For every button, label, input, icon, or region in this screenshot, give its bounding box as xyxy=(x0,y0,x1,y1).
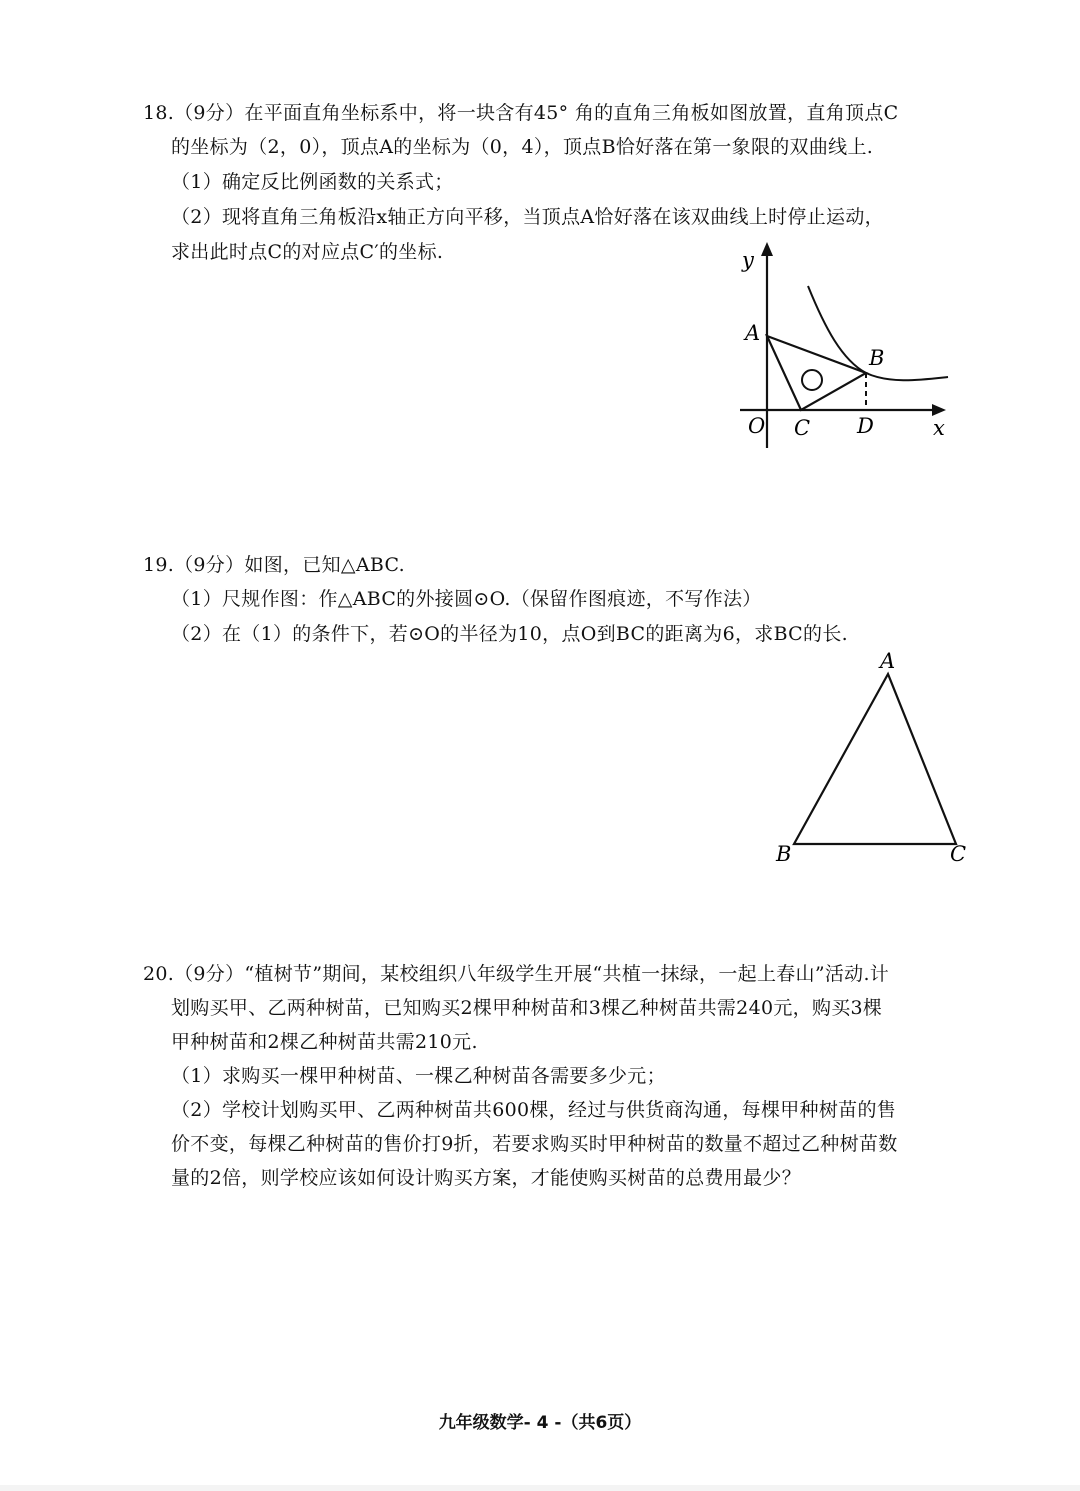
x-axis-arrow xyxy=(932,404,946,416)
page-footer: 九年级数学- 4 -（共6页） xyxy=(438,1413,642,1433)
triangle-abc xyxy=(794,674,956,844)
q20-part2a: （2）学校计划购买甲、乙两种树苗共600棵，经过与供货商沟通，每棵甲种树苗的售 xyxy=(171,1099,897,1121)
label-a: A xyxy=(880,649,896,673)
y-axis-label: y xyxy=(742,248,754,272)
q18-coordinate-figure xyxy=(730,238,960,453)
q18-line2: 的坐标为（2，0），顶点A的坐标为（0，4），顶点B恰好落在第一象限的双曲线上. xyxy=(171,136,874,158)
triangle-board-hole xyxy=(802,370,822,390)
triangle-board xyxy=(767,336,866,410)
x-axis-label: x xyxy=(933,416,945,440)
q19-part2: （2）在（1）的条件下，若⊙O的半径为10，点O到BC的距离为6，求BC的长. xyxy=(171,623,848,645)
scan-bottom-edge xyxy=(0,1485,1080,1491)
q19-line1: 19.（9分）如图，已知△ABC. xyxy=(143,554,405,576)
q18-part2b: 求出此时点C的对应点C′的坐标. xyxy=(171,241,444,263)
q18-part2: （2）现将直角三角板沿x轴正方向平移，当顶点A恰好落在该双曲线上时停止运动， xyxy=(171,206,884,228)
label-a: A xyxy=(745,321,761,345)
q20-line2: 划购买甲、乙两种树苗，已知购买2棵甲种树苗和3棵乙种树苗共需240元，购买3棵 xyxy=(171,997,883,1019)
y-axis-arrow xyxy=(761,242,773,256)
q19-triangle-figure xyxy=(770,648,980,870)
q19-part1: （1）尺规作图：作△ABC的外接圆⊙O.（保留作图痕迹，不写作法） xyxy=(171,588,762,610)
q20-line1: 20.（9分）“植树节”期间，某校组织八年级学生开展“共植一抹绿，一起上春山”活动.计 xyxy=(143,963,890,985)
label-c: C xyxy=(950,842,967,866)
label-b: B xyxy=(869,346,885,370)
label-b: B xyxy=(776,842,792,866)
label-c: C xyxy=(794,416,811,440)
q18-part1: （1）确定反比例函数的关系式； xyxy=(171,171,454,193)
label-origin: O xyxy=(748,414,766,438)
q20-part1: （1）求购买一棵甲种树苗、一棵乙种树苗各需要多少元； xyxy=(171,1065,666,1087)
q20-part2c: 量的2倍，则学校应该如何设计购买方案，才能使购买树苗的总费用最少？ xyxy=(171,1167,801,1189)
q20-part2b: 价不变，每棵乙种树苗的售价打9折，若要求购买时甲种树苗的数量不超过乙种树苗数 xyxy=(171,1133,898,1155)
label-d: D xyxy=(857,414,874,438)
q20-line3: 甲种树苗和2棵乙种树苗共需210元. xyxy=(171,1031,478,1053)
q18-line1: 18.（9分）在平面直角坐标系中，将一块含有45° 角的直角三角板如图放置，直角顶点C xyxy=(143,102,899,124)
